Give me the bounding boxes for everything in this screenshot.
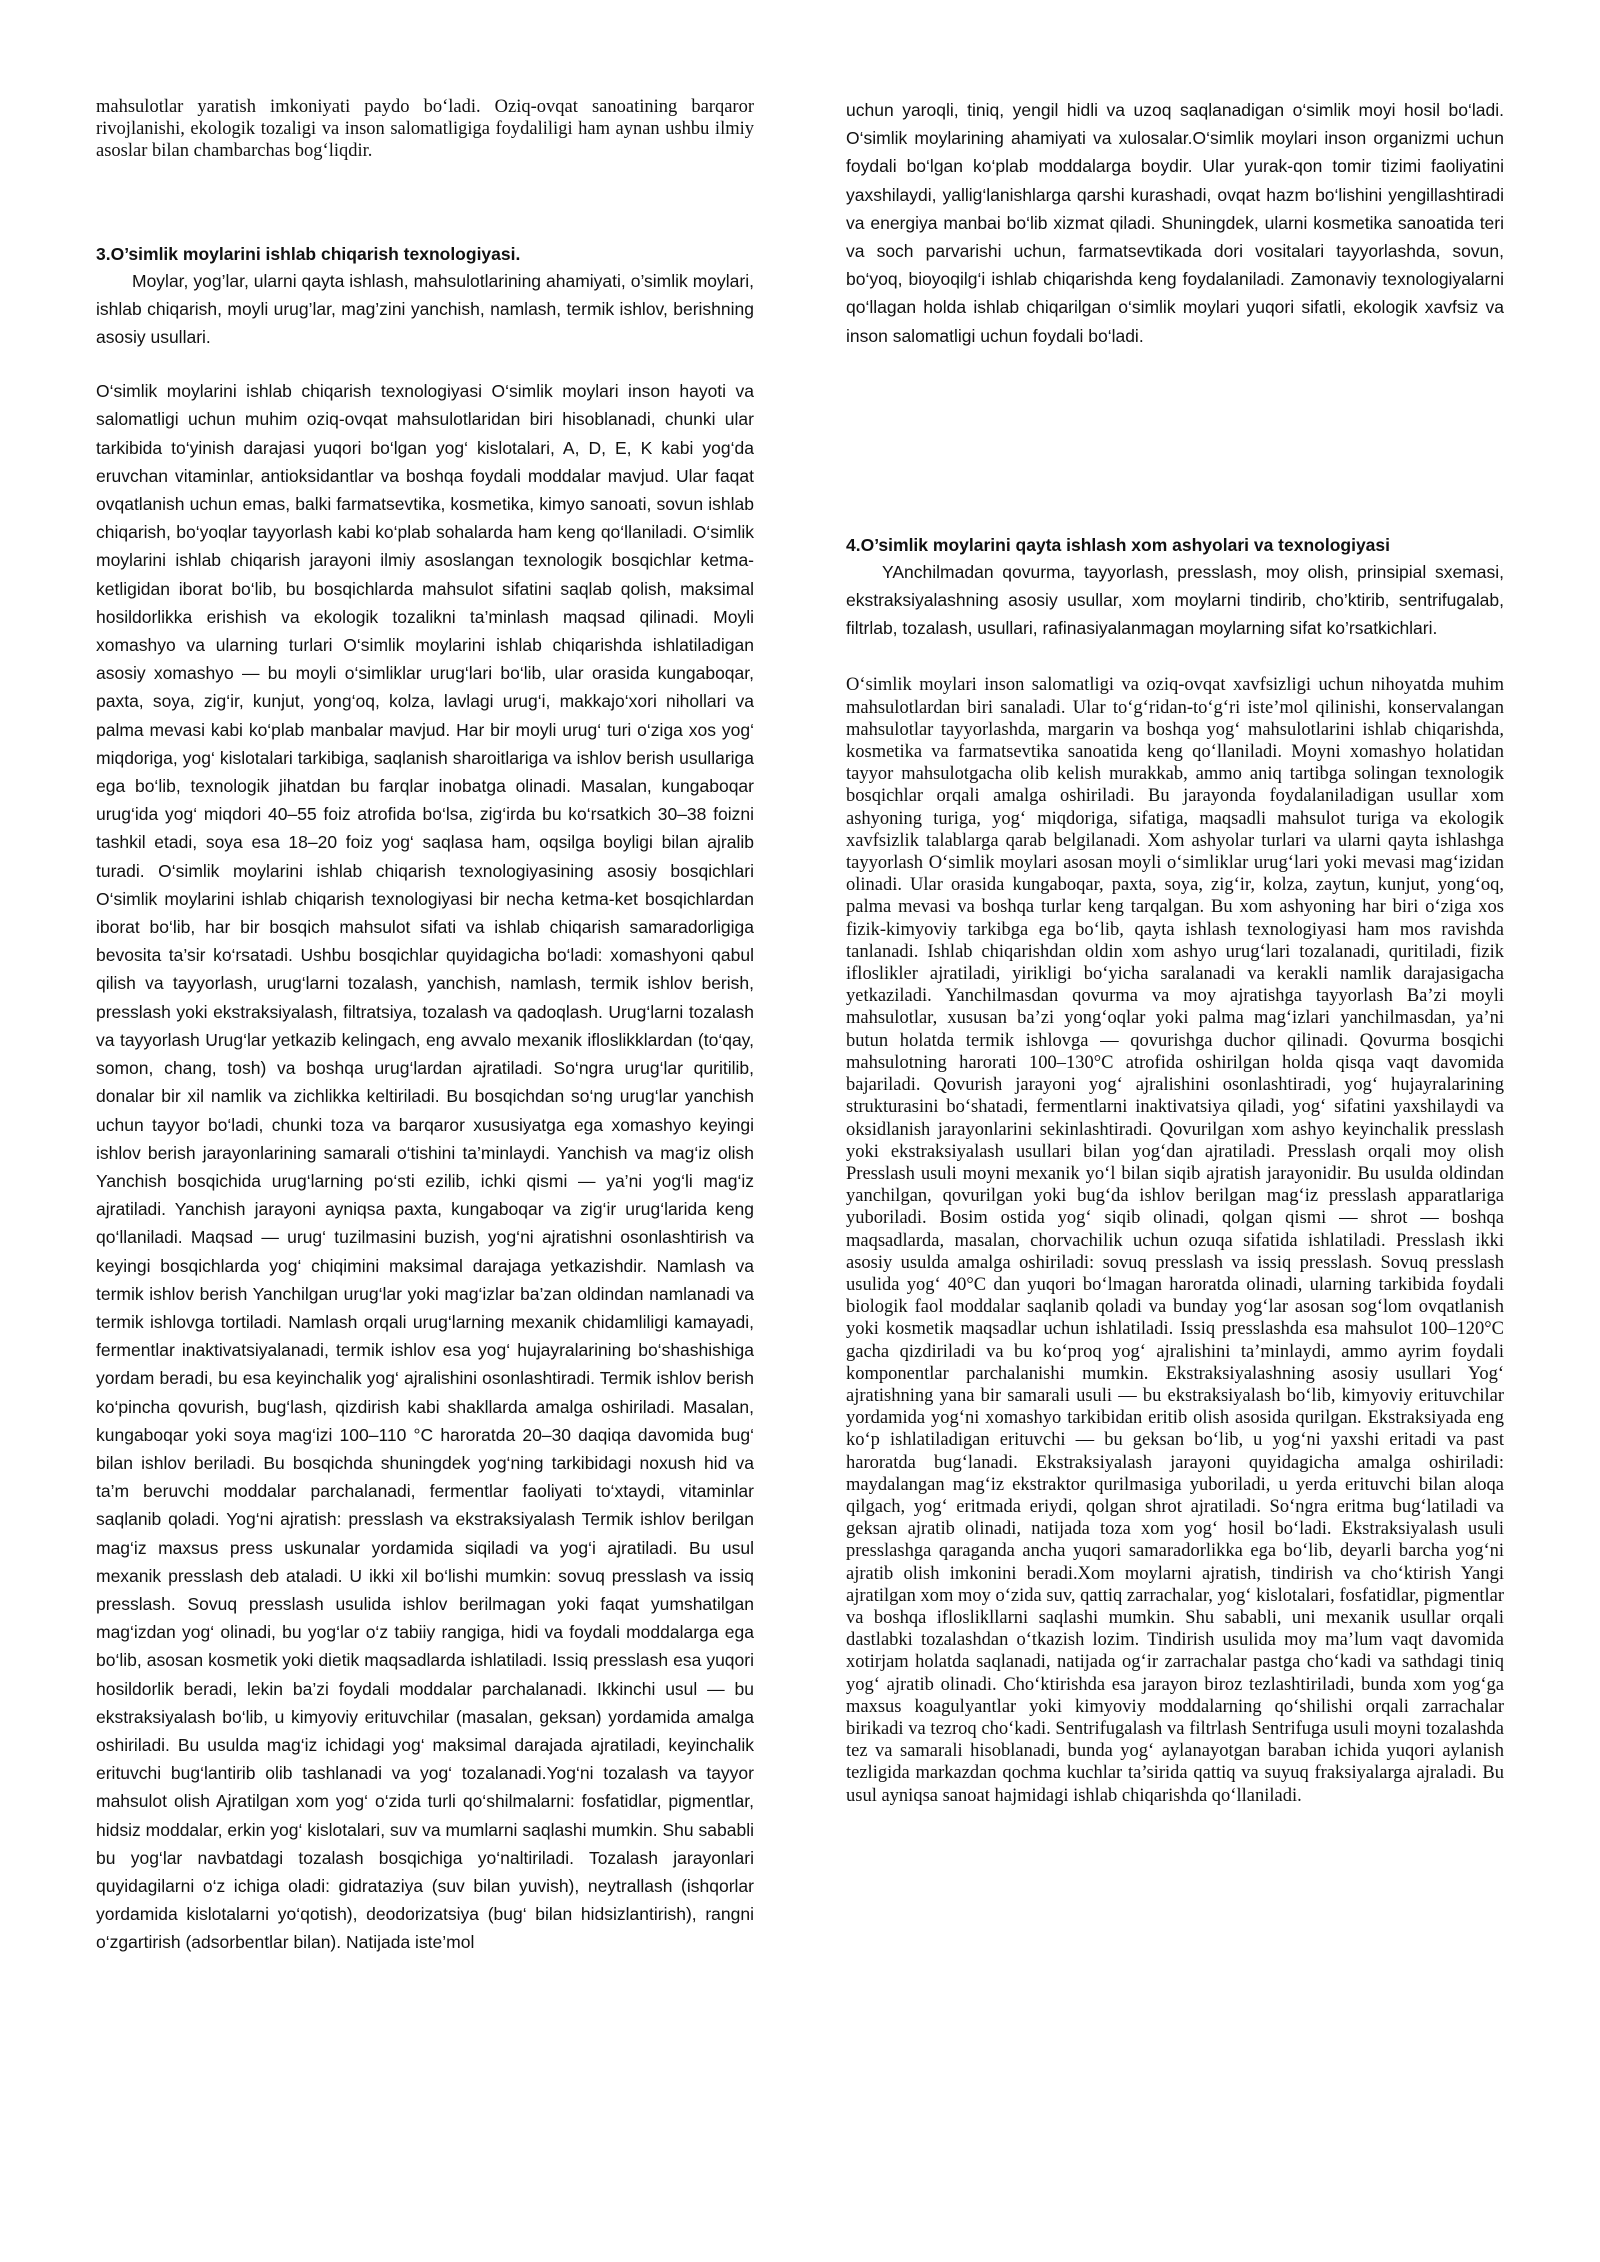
section-3-keywords: Moylar, yog’lar, ularni qayta ishlash, mahsulotlarining ahamiyati, o’simlik moylari, ishlab chiqarish, moyli urug’lar, mag’zini yanchish, namlash, termik ishlov, berishning asosiy usullari.	[96, 270, 754, 348]
section-3-heading: 3.O’simlik moylarini ishlab chiqarish texnologiyasi.	[96, 243, 521, 264]
continuation-paragraph: uchun yaroqli, tiniq, yengil hidli va uzoq saqlanadigan o‘simlik moyi hosil bo‘ladi. O‘simlik moylarining ahamiyati va xulosalar.O‘simlik moylari inson organizmi uchun foydali bo‘lgan ko‘plab moddalarga boydir. Ular yurak-qon tomir tizimi faoliyatini yaxshilaydi, yallig‘lanishlarga qarshi kurashadi, ovqat hazm bo‘lishini yengillashtiradi va energiya manbai bo‘lib xizmat qiladi. Shuningdek, ularni kosmetika sanoatida teri va soch parvarishi uchun, farmatsevtikada dori vositalari tayyorlashda, sovun, bo‘yoq, bioyoqilg‘i ishlab chiqarishda keng foydalaniladi. Zamonaviy texnologiyalarni qo‘llagan holda ishlab chiqarilgan o‘simlik moylari yuqori sifatli, ekologik xavfsiz va inson salomatligi uchun foydali bo‘ladi.	[846, 100, 1504, 346]
spacer	[96, 163, 754, 241]
left-column	[96, 96, 754, 1957]
section-4-heading: 4.O’simlik moylarini qayta ishlash xom ashyolari va texnologiyasi	[846, 534, 1391, 555]
spacer	[846, 350, 1504, 532]
section-4-body: O‘simlik moylari inson salomatligi va oziq-ovqat xavfsizligi uchun nihoyatda muhim mahsulotlardan biri sanaladi. Ular to‘g‘ridan-to‘g‘ri iste’mol qilinishi, konservalangan mahsulotlar tayyorlashda, margarin va boshqa yog‘ mahsulotlarini ishlab chiqarishda, kosmetika va farmatsevtika sanoatida keng qo‘llaniladi. Moyni xomashyo holatidan tayyor mahsulotgacha olib kelish murakkab, ammo aniq tartibga solingan texnologik bosqichlar orqali amalga oshiriladi. Bu jarayonda foydalaniladigan usullar xom ashyoning turiga, yog‘ miqdoriga, sifatiga, maqsadli mahsulot turiga va ekologik xavfsizlik talablarga qarab belgilanadi. Xom ashyolar turlari va ularni qayta ishlashga tayyorlash O‘simlik moylari asosan moyli o‘simliklar urug‘lari yoki mevasi mag‘izidan olinadi. Ular orasida kungaboqar, paxta, soya, zig‘ir, kolza, zaytun, kunjut, yong‘oq, palma mevasi va boshqa turlar keng tarqalgan. Bu xom ashyoning har biri o‘ziga xos fizik-kimyoviy tarkibga ega bo‘lib, qayta ishlash texnologiyasi ham mos ravishda tanlanadi. Ishlab chiqarishdan oldin xom ashyo urug‘lari tozalanadi, quritiladi, fizik ifloslikler ajratiladi, yirikligi bo‘yicha saralanadi va kerakli namlik darajasigacha yetkaziladi. Yanchilmasdan qovurma va moy ajratishga tayyorlash Ba’zi moyli mahsulotlar, xususan ba’zi yong‘oqlar yoki palma mag‘izlari yanchilmasdan, ya’ni butun holatda termik ishlovga — qovurishga duchor qilinadi. Qovurma bosqichi mahsulotning harorati 100–130°C atrofida oshirilgan holda qisqa vaqt davomida bajariladi. Qovurish jarayoni yog‘ ajralishini osonlashtiradi, yog‘ hujayralarining strukturasini bo‘shatadi, fermentlarni inaktivatsiya qiladi, yog‘ sifatini yaxshilaydi va oksidlanish jarayonlarini sekinlashtiradi. Qovurilgan xom ashyo keyinchalik presslash yoki ekstraksiyalash usullari bilan yog‘dan ajratiladi. Presslash orqali moy olish Presslash usuli moyni mexanik yo‘l bilan siqib ajratish jarayonidir. Bu usulda oldindan yanchilgan, qovurilgan yoki bug‘da ishlov berilgan mag‘iz presslash apparatlariga yuboriladi. Bosim ostida yog‘ siqib olinadi, qolgan qismi — shrot — boshqa maqsadlarda, masalan, chorvachilik uchun ozuqa sifatida ishlatiladi. Presslash ikki asosiy usulda amalga oshiriladi: sovuq presslash va issiq presslash. Sovuq presslash usulida yog‘ 40°C dan yuqori bo‘lmagan haroratda olinadi, ularning tarkibida foydali biologik faol moddalar saqlanib qoladi va bunday yog‘lar asosan sog‘lom ovqatlanish yoki kosmetik maqsadlar uchun ishlatiladi. Issiq presslashda esa mahsulot 100–120°C gacha qizdiriladi va bu ko‘proq yog‘ ajralishini ta’minlaydi, ammo ayrim foydali komponentlar parchalanishi mumkin. Ekstraksiyalashning asosiy usullari Yog‘ ajratishning yana bir samarali usuli — bu ekstraksiyalash bo‘lib, kimyoviy erituvchilar yordamida yog‘ni xomashyo tarkibidan eritib olish asosida qurilgan. Ekstraksiyada eng ko‘p ishlatiladigan erituvchi — bu geksan bo‘lib, u yog‘ni yaxshi eritadi va past haroratda bug‘lanadi. Ekstraksiyalash jarayoni quyidagicha amalga oshiriladi: maydalangan mag‘iz ekstraktor qurilmasiga yuboriladi, u yerda erituvchi bilan aloqa qilgach, yog‘ eritmada eriydi, qolgan shrot ajratiladi. So‘ngra eritma bug‘latiladi va geksan ajratib olinadi, natijada toza xom yog‘ hosil bo‘ladi. Ekstraksiyalash usuli presslashga qaraganda ancha yuqori samaradorlikka ega bo‘lib, deyarli barcha yog‘ni ajratib olish imkonini beradi.Xom moylarni ajratish, tindirish va cho‘ktirish Yangi ajratilgan xom moy o‘zida suv, qattiq zarrachalar, yog‘ kislotalari, fosfatidlar, pigmentlar va boshqa ifloslikllarni saqlashi mumkin. Shu sababli, uni mexanik usullar orqali dastlabki tozalashdan o‘tkazish lozim. Tindirish usulida moy ma’lum vaqt davomida xotirjam holatda saqlanadi, natijada og‘ir zarrachalar pastga cho‘kadi va sathdagi tiniq yog‘ ajratib olinadi. Cho‘ktirishda esa jarayon biroz tezlashtiriladi, bunda xom yog‘ga maxsus koagulyantlar yoki kimyoviy moddalarning qo‘shilishi orqali zarrachalar birikadi va tezroq cho‘kadi. Sentrifugalash va filtrlash Sentrifuga usuli moyni tozalashda tez va samarali hisoblanadi, bunda yog‘ aylanayotgan baraban ichida yuqori aylanish tezligida markazdan qochma kuchlar ta’sirida qattiq va suyuq fraksiyalarga ajraladi. Bu usul ayniqsa sanoat hajmidagi ishlab chiqarishda qo‘llaniladi.	[846, 675, 1504, 1806]
right-column	[846, 96, 1504, 1807]
section-3-body: O‘simlik moylarini ishlab chiqarish texnologiyasi O‘simlik moylari inson hayoti va salomatligi uchun muhim oziq-ovqat mahsulotlaridan biri hisoblanadi, chunki ular tarkibida to‘yinish darajasi yuqori bo‘lgan yog‘ kislotalari, A, D, E, K kabi yog‘da eruvchan vitaminlar, antioksidantlar va boshqa foydali moddalar mavjud. Ular faqat ovqatlanish uchun emas, balki farmatsevtika, kosmetika, kimyo sanoati, sovun ishlab chiqarish, bo‘yoqlar tayyorlash kabi ko‘plab sohalarda ham keng qo‘llaniladi. O‘simlik moylarini ishlab chiqarish jarayoni ilmiy asoslangan texnologik bosqichlar ketma-ketligidan iborat bo‘lib, bu bosqichlarda mahsulot sifatini saqlab qolish, maksimal hosildorlikka erishish va ekologik tozalikni ta’minlash maqsad qilinadi. Moyli xomashyo va ularning turlari O‘simlik moylarini ishlab chiqarishda ishlatiladigan asosiy xomashyo — bu moyli o‘simliklar urug‘lari bo‘lib, ular orasida kungaboqar, paxta, soya, zig‘ir, kunjut, yong‘oq, kolza, lavlagi urug‘i, makkajo‘xori nihollari va palma mevasi kabi ko‘plab manbalar mavjud. Har bir moyli urug‘ turi o‘ziga xos yog‘ miqdoriga, yog‘ kislotalari tarkibiga, saqlanish sharoitlariga va ishlov berish usullariga ega bo‘lib, texnologik jihatdan bu farqlar inobatga olinadi. Masalan, kungaboqar urug‘ida yog‘ miqdori 40–55 foiz atrofida bo‘lsa, zig‘irda bu ko‘rsatkich 30–38 foizni tashkil etadi, soya esa 18–20 foiz yog‘ saqlasa ham, oqsilga boyligi bilan ajralib turadi. O‘simlik moylarini ishlab chiqarish texnologiyasining asosiy bosqichlari O‘simlik moylarini ishlab chiqarish texnologiyasi bir necha ketma-ket bosqichlardan iborat bo‘lib, har bir bosqich mahsulot sifati va ishlab chiqarish samaradorligiga bevosita ta’sir ko‘rsatadi. Ushbu bosqichlar quyidagicha bo‘ladi: xomashyoni qabul qilish va tayyorlash, urug‘larni tozalash, yanchish, namlash, termik ishlov berish, presslash yoki ekstraksiyalash, filtratsiya, tozalash va qadoqlash. Urug‘larni tozalash va tayyorlash Urug‘lar yetkazib kelingach, eng avvalo mexanik ifloslikklardan (to‘qay, somon, chang, tosh) va boshqa urug‘lardan ajratiladi. So‘ngra urug‘lar quritilib, donalar bir xil namlik va zichlikka keltiriladi. Bu bosqichdan so‘ng urug‘lar yanchish uchun tayyor bo‘ladi, chunki toza va barqaror xususiyatga ega xomashyo keyingi ishlov berish jarayonlarining samarali o‘tishini ta’minlaydi. Yanchish va mag‘iz olish Yanchish bosqichida urug‘larning po‘sti ezilib, ichki qismi — ya’ni yog‘li mag‘iz ajratiladi. Yanchish jarayoni ayniqsa paxta, kungaboqar va zig‘ir urug‘larida keng qo‘llaniladi. Maqsad — urug‘ tuzilmasini buzish, yog‘ni ajratishni osonlashtirish va keyingi bosqichlarda yog‘ chiqimini maksimal darajaga yetkazishdir. Namlash va termik ishlov berish Yanchilgan urug‘lar yoki mag‘izlar ba’zan oldindan namlanadi va termik ishlovga tortiladi. Namlash orqali urug‘larning mexanik chidamliligi kamayadi, fermentlar inaktivatsiyalanadi, termik ishlov esa yog‘ hujayralarining bo‘shashishiga yordam beradi, bu esa keyinchalik yog‘ ajralishini osonlashtiradi. Termik ishlov berish ko‘pincha qovurish, bug‘lash, qizdirish kabi shakllarda amalga oshiriladi. Masalan, kungaboqar yoki soya mag‘izi 100–110 °C haroratda 20–30 daqiqa davomida bug‘ bilan ishlov beriladi. Bu bosqichda shuningdek yog‘ning tarkibidagi noxush hid va ta’m beruvchi moddalar parchalanadi, fermentlar faoliyati to‘xtaydi, vitaminlar saqlanib qoladi. Yog‘ni ajratish: presslash va ekstraksiyalash Termik ishlov berilgan mag‘iz maxsus press uskunalar yordamida siqiladi va yog‘i ajratiladi. Bu usul mexanik presslash deb ataladi. U ikki xil bo‘lishi mumkin: sovuq presslash va issiq presslash. Sovuq presslash usulida ishlov berilmagan yoki faqat yumshatilgan mag‘izdan yog‘ olinadi, bu yog‘lar o‘z tabiiy rangiga, hidi va foydali moddalarga ega bo‘lib, asosan kosmetik yoki dietik maqsadlarda ishlatiladi. Issiq presslash esa yuqori hosildorlik beradi, lekin ba’zi foydali moddalar parchalanadi. Ikkinchi usul — bu ekstraksiyalash bo‘lib, u kimyoviy erituvchilar (masalan, geksan) yordamida amalga oshiriladi. Bu usulda mag‘iz ichidagi yog‘ maksimal darajada ajratiladi, keyinchalik erituvchi bug‘lantirib olib tashlanadi va yog‘ tozalanadi.Yog‘ni tozalash va tayyor mahsulot olish Ajratilgan xom yog‘ o‘zida turli qo‘shilmalarni: fosfatidlar, pigmentlar, hidsiz moddalar, erkin yog‘ kislotalari, suv va mumlarni saqlashi mumkin. Shu sababli bu yog‘lar navbatdagi tozalash bosqichiga yo‘naltiriladi. Tozalash jarayonlari quyidagilarni o‘z ichiga oladi: gidrataziya (suv bilan yuvish), neytrallash (ishqorlar yordamida kislotalarni yo‘qotish), deodorizatsiya (bug‘ bilan hidsizlantirish), rangni o‘zgartirish (adsorbentlar bilan). Natijada iste’mol	[96, 381, 754, 1953]
spacer	[846, 642, 1504, 674]
spacer	[96, 351, 754, 377]
section-4-keywords: YAnchilmadan qovurma, tayyorlash, presslash, moy olish, prinsipial sxemasi, ekstraksiyalashning asosiy usullar, xom moylarni tindirib, cho’ktirib, sentrifugalab, filtrlab, tozalash, usullari, rafinasiyalanmagan moylarning sifat ko’rsatkichlari.	[846, 561, 1504, 639]
intro-paragraph: mahsulotlar yaratish imkoniyati paydo bo‘ladi. Oziq-ovqat sanoatining barqaror rivojlanishi, ekologik tozaligi va inson salomatligiga foydaliligi ham aynan ushbu ilmiy asoslar bilan chambarchas bog‘liqdir.	[96, 97, 754, 162]
